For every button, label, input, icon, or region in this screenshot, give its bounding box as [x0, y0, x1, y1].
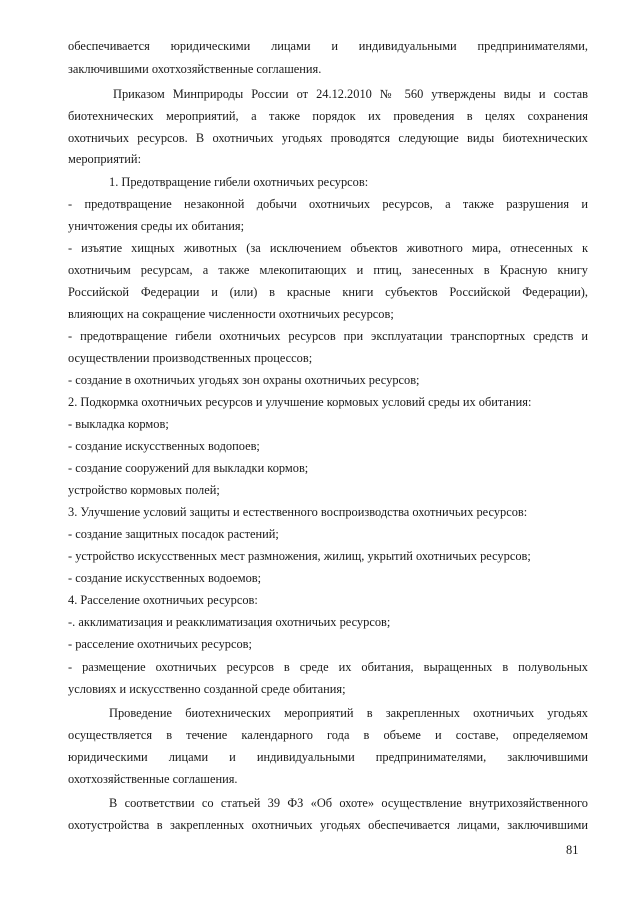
text-line: - выкладка кормов; — [68, 417, 169, 431]
text-line: юридическими лицами и индивидуальными предпринимателями, заключившими — [68, 750, 588, 764]
text-line: охотничьим ресурсам, а также млекопитающих и птиц, занесенных в Красную книгу — [68, 263, 588, 277]
text-line: охотничьих ресурсов. В охотничьих угодьях проводятся следующие виды биотехнических — [68, 131, 588, 145]
text-line: 1. Предотвращение гибели охотничьих ресурсов: — [109, 175, 369, 189]
text-line: охотустройства в закрепленных охотничьих угодьях обеспечивается лицами, заключившими — [68, 818, 588, 832]
text-line: - размещение охотничьих ресурсов в среде их обитания, выращенных в полувольных — [68, 660, 588, 674]
text-line: - создание искусственных водопоев; — [68, 439, 260, 453]
text-line: - предотвращение незаконной добычи охотничьих ресурсов, а также разрушения и — [68, 197, 588, 211]
text-line: - расселение охотничьих ресурсов; — [68, 637, 252, 651]
text-line: влияющих на сокращение численности охотничьих ресурсов; — [68, 307, 394, 321]
text-line: - создание защитных посадок растений; — [68, 527, 279, 541]
text-line: - создание сооружений для выкладки кормов; — [68, 461, 309, 475]
text-line: биотехнических мероприятий, а также порядок их проведения в целях сохранения — [68, 109, 588, 123]
text-line: 2. Подкормка охотничьих ресурсов и улучшение кормовых условий среды их обитания: — [68, 395, 532, 409]
text-line: В соответствии со статьей 39 ФЗ «Об охоте» осуществление внутрихозяйственного — [109, 796, 588, 810]
text-line: обеспечивается юридическими лицами и индивидуальными предпринимателями, — [68, 39, 588, 53]
text-line: охотхозяйственные соглашения. — [68, 772, 238, 786]
text-line: Проведение биотехнических мероприятий в закрепленных охотничьих угодьях — [109, 706, 588, 720]
text-line: осуществляется в течение календарного года в объеме и составе, определяемом — [68, 728, 588, 742]
text-line: - изъятие хищных животных (за исключением объектов животного мира, отнесенных к — [68, 241, 588, 255]
text-line: осуществлении производственных процессов; — [68, 351, 313, 365]
text-line: -. акклиматизация и реакклиматизация охотничьих ресурсов; — [68, 615, 391, 629]
text-line: заключившими охотхозяйственные соглашения. — [68, 62, 322, 76]
text-line: устройство кормовых полей; — [68, 483, 220, 497]
text-line: мероприятий: — [68, 152, 142, 166]
text-line: условиях и искусственно созданной среде обитания; — [68, 682, 346, 696]
text-line: 3. Улучшение условий защиты и естественного воспроизводства охотничьих ресурсов: — [68, 505, 528, 519]
text-line: - устройство искусственных мест размножения, жилищ, укрытий охотничьих ресурсов; — [68, 549, 531, 563]
text-line: - создание искусственных водоемов; — [68, 571, 262, 585]
text-line: - создание в охотничьих угодьях зон охраны охотничьих ресурсов; — [68, 373, 420, 387]
text-line: - предотвращение гибели охотничьих ресурсов при эксплуатации транспортных средств и — [68, 329, 588, 343]
text-line: Российской Федерации и (или) в красные книги субъектов Российской Федерации), — [68, 285, 588, 299]
page-number: 81 — [566, 843, 579, 857]
text-line: 4. Расселение охотничьих ресурсов: — [68, 593, 258, 607]
text-line: уничтожения среды их обитания; — [68, 219, 245, 233]
text-line: Приказом Минприроды России от 24.12.2010 № 560 утверждены виды и состав — [113, 87, 588, 101]
